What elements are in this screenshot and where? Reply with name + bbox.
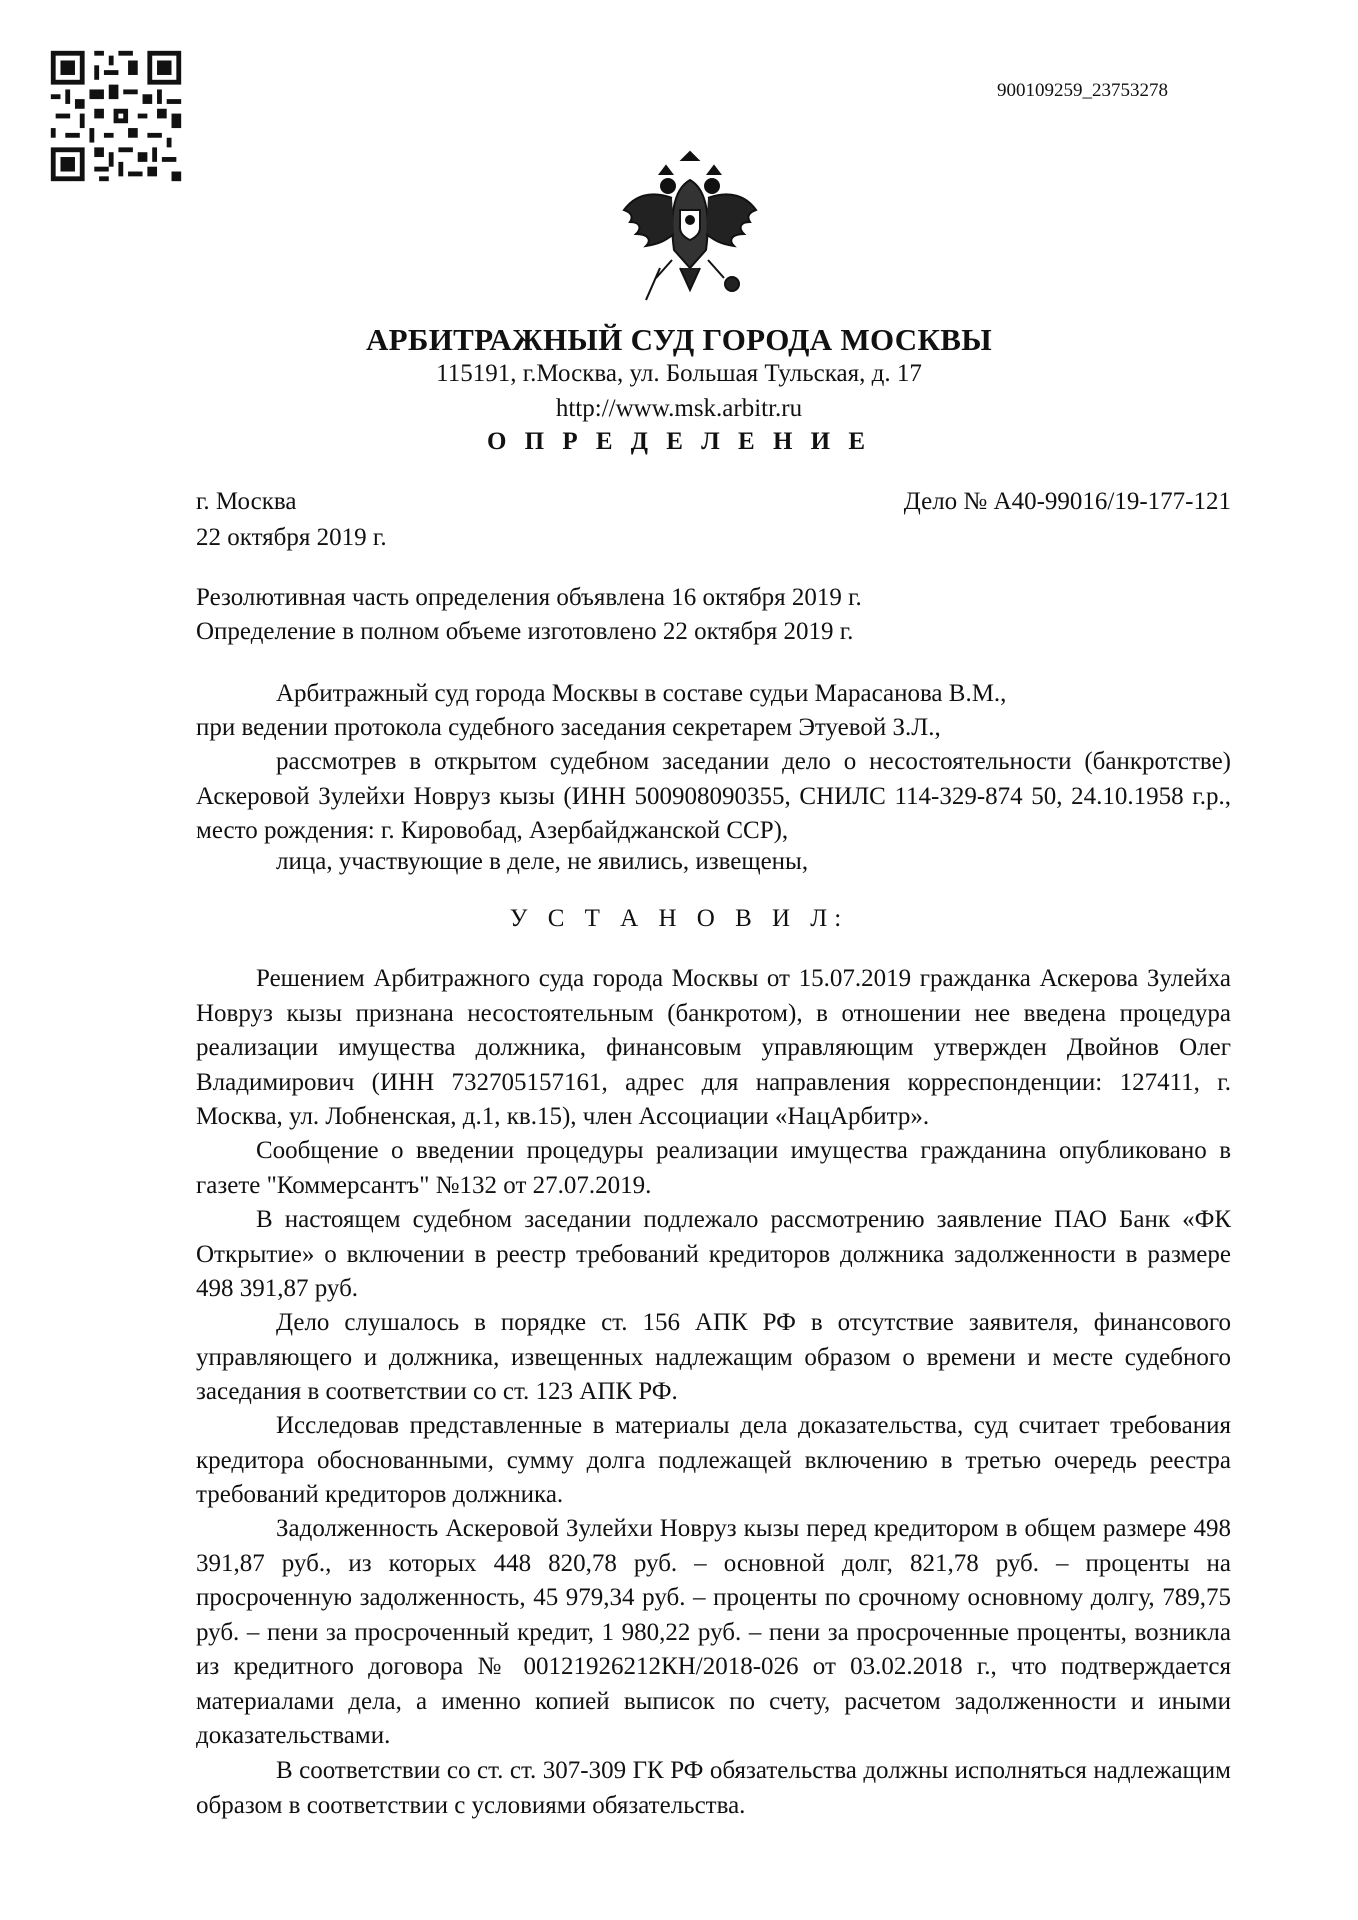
paragraph: В настоящем судебном заседании подлежало рассмотрению заявление ПАО Банк «ФК Открытие» о включении в реестр требований кредиторов должника задолженности в размере 498 391,87 руб. (196, 1206, 1231, 1302)
qr-code (46, 46, 186, 186)
paragraph: Задолженность Аскеровой Зулейхи Новруз кызы перед кредитором в общем размере 498 391,87 руб., из которых 448 820,78 руб. – основной долг, 821,78 руб. – проценты на просроченную задолженность, 45 979,34 руб. – проценты по срочному основному долгу, 789,75 руб. – пени за просроченный кредит, 1 980,22 руб. – пени за просроченные проценты, возникла из кредитного договора № 00121926212КН/2018-026 от 03.02.2018 г., что подтверждается материалами дела, а именно копией выписок по счету, расчетом задолженности и иными доказательствами. (196, 1515, 1231, 1749)
paragraph: В соответствии со ст. ст. 307-309 ГК РФ обязательства должны исполняться надлежащим образом в соответствии с условиями обязательства. (196, 1757, 1231, 1819)
intro-full-text-date: Определение в полном объеме изготовлено 22 октября 2019 г. (196, 618, 854, 645)
document-date: 22 октября 2019 г. (196, 524, 387, 551)
case-number: Дело № А40-99016/19-177-121 (903, 488, 1231, 515)
paragraph: Решением Арбитражного суда города Москвы от 15.07.2019 гражданка Аскерова Зулейха Новруз кызы признана несостоятельным (банкротом), в отношении нее введена процедура реализации имущества должника, финансовым управляющим утвержден Двойнов Олег Владимирович (ИНН 732705157161, адрес для направления корреспонденции: 127411, г. Москва, ул. Лобненская, д.1, кв.15), член Ассоциации «НацАрбитр». (196, 965, 1231, 1130)
case-considered: рассмотрев в открытом судебном заседании дело о несостоятельности (банкротстве) Аскеровой Зулейхи Новруз кызы (ИНН 500908090355, СНИЛС 114-329-874 50, 24.10.1958 г.р., место рождения: г. Кировобад, Азербайджанской ССР), (196, 748, 1231, 844)
court-composition: Арбитражный суд города Москвы в составе судьи Марасанова В.М., (276, 680, 1007, 707)
established-heading: У С Т А Н О В И Л: (509, 905, 849, 932)
document-type: О П Р Е Д Е Л Е Н И Е (486, 428, 872, 455)
paragraph: Дело слушалось в порядке ст. 156 АПК РФ в отсутствие заявителя, финансового управляющего и должника, извещенных надлежащим образом о времени и месте судебного заседания в соответствии со ст. 123 АПК РФ. (196, 1309, 1231, 1405)
intro-operative-part: Резолютивная часть определения объявлена 16 октября 2019 г. (196, 584, 862, 611)
paragraph: Сообщение о введении процедуры реализации имущества гражданина опубликовано в газете "Коммерсантъ" №132 от 27.07.2019. (196, 1137, 1231, 1199)
court-secretary: при ведении протокола судебного заседания секретарем Этуевой З.Л., (196, 714, 941, 741)
coat-of-arms-icon (610, 150, 770, 310)
paragraph: Исследовав представленные в материалы дела доказательства, суд считает требования кредитора обоснованными, сумму долга подлежащей включению в третью очередь реестра требований кредиторов должника. (196, 1412, 1231, 1508)
court-website: http://www.msk.arbitr.ru (555, 395, 803, 422)
document-id: 900109259_23753278 (997, 80, 1168, 101)
city: г. Москва (196, 488, 297, 515)
court-address: 115191, г.Москва, ул. Большая Тульская, д. 17 (436, 360, 922, 387)
parties-note: лица, участвующие в деле, не явились, извещены, (276, 848, 809, 875)
court-name: АРБИТРАЖНЫЙ СУД ГОРОДА МОСКВЫ (366, 322, 992, 357)
